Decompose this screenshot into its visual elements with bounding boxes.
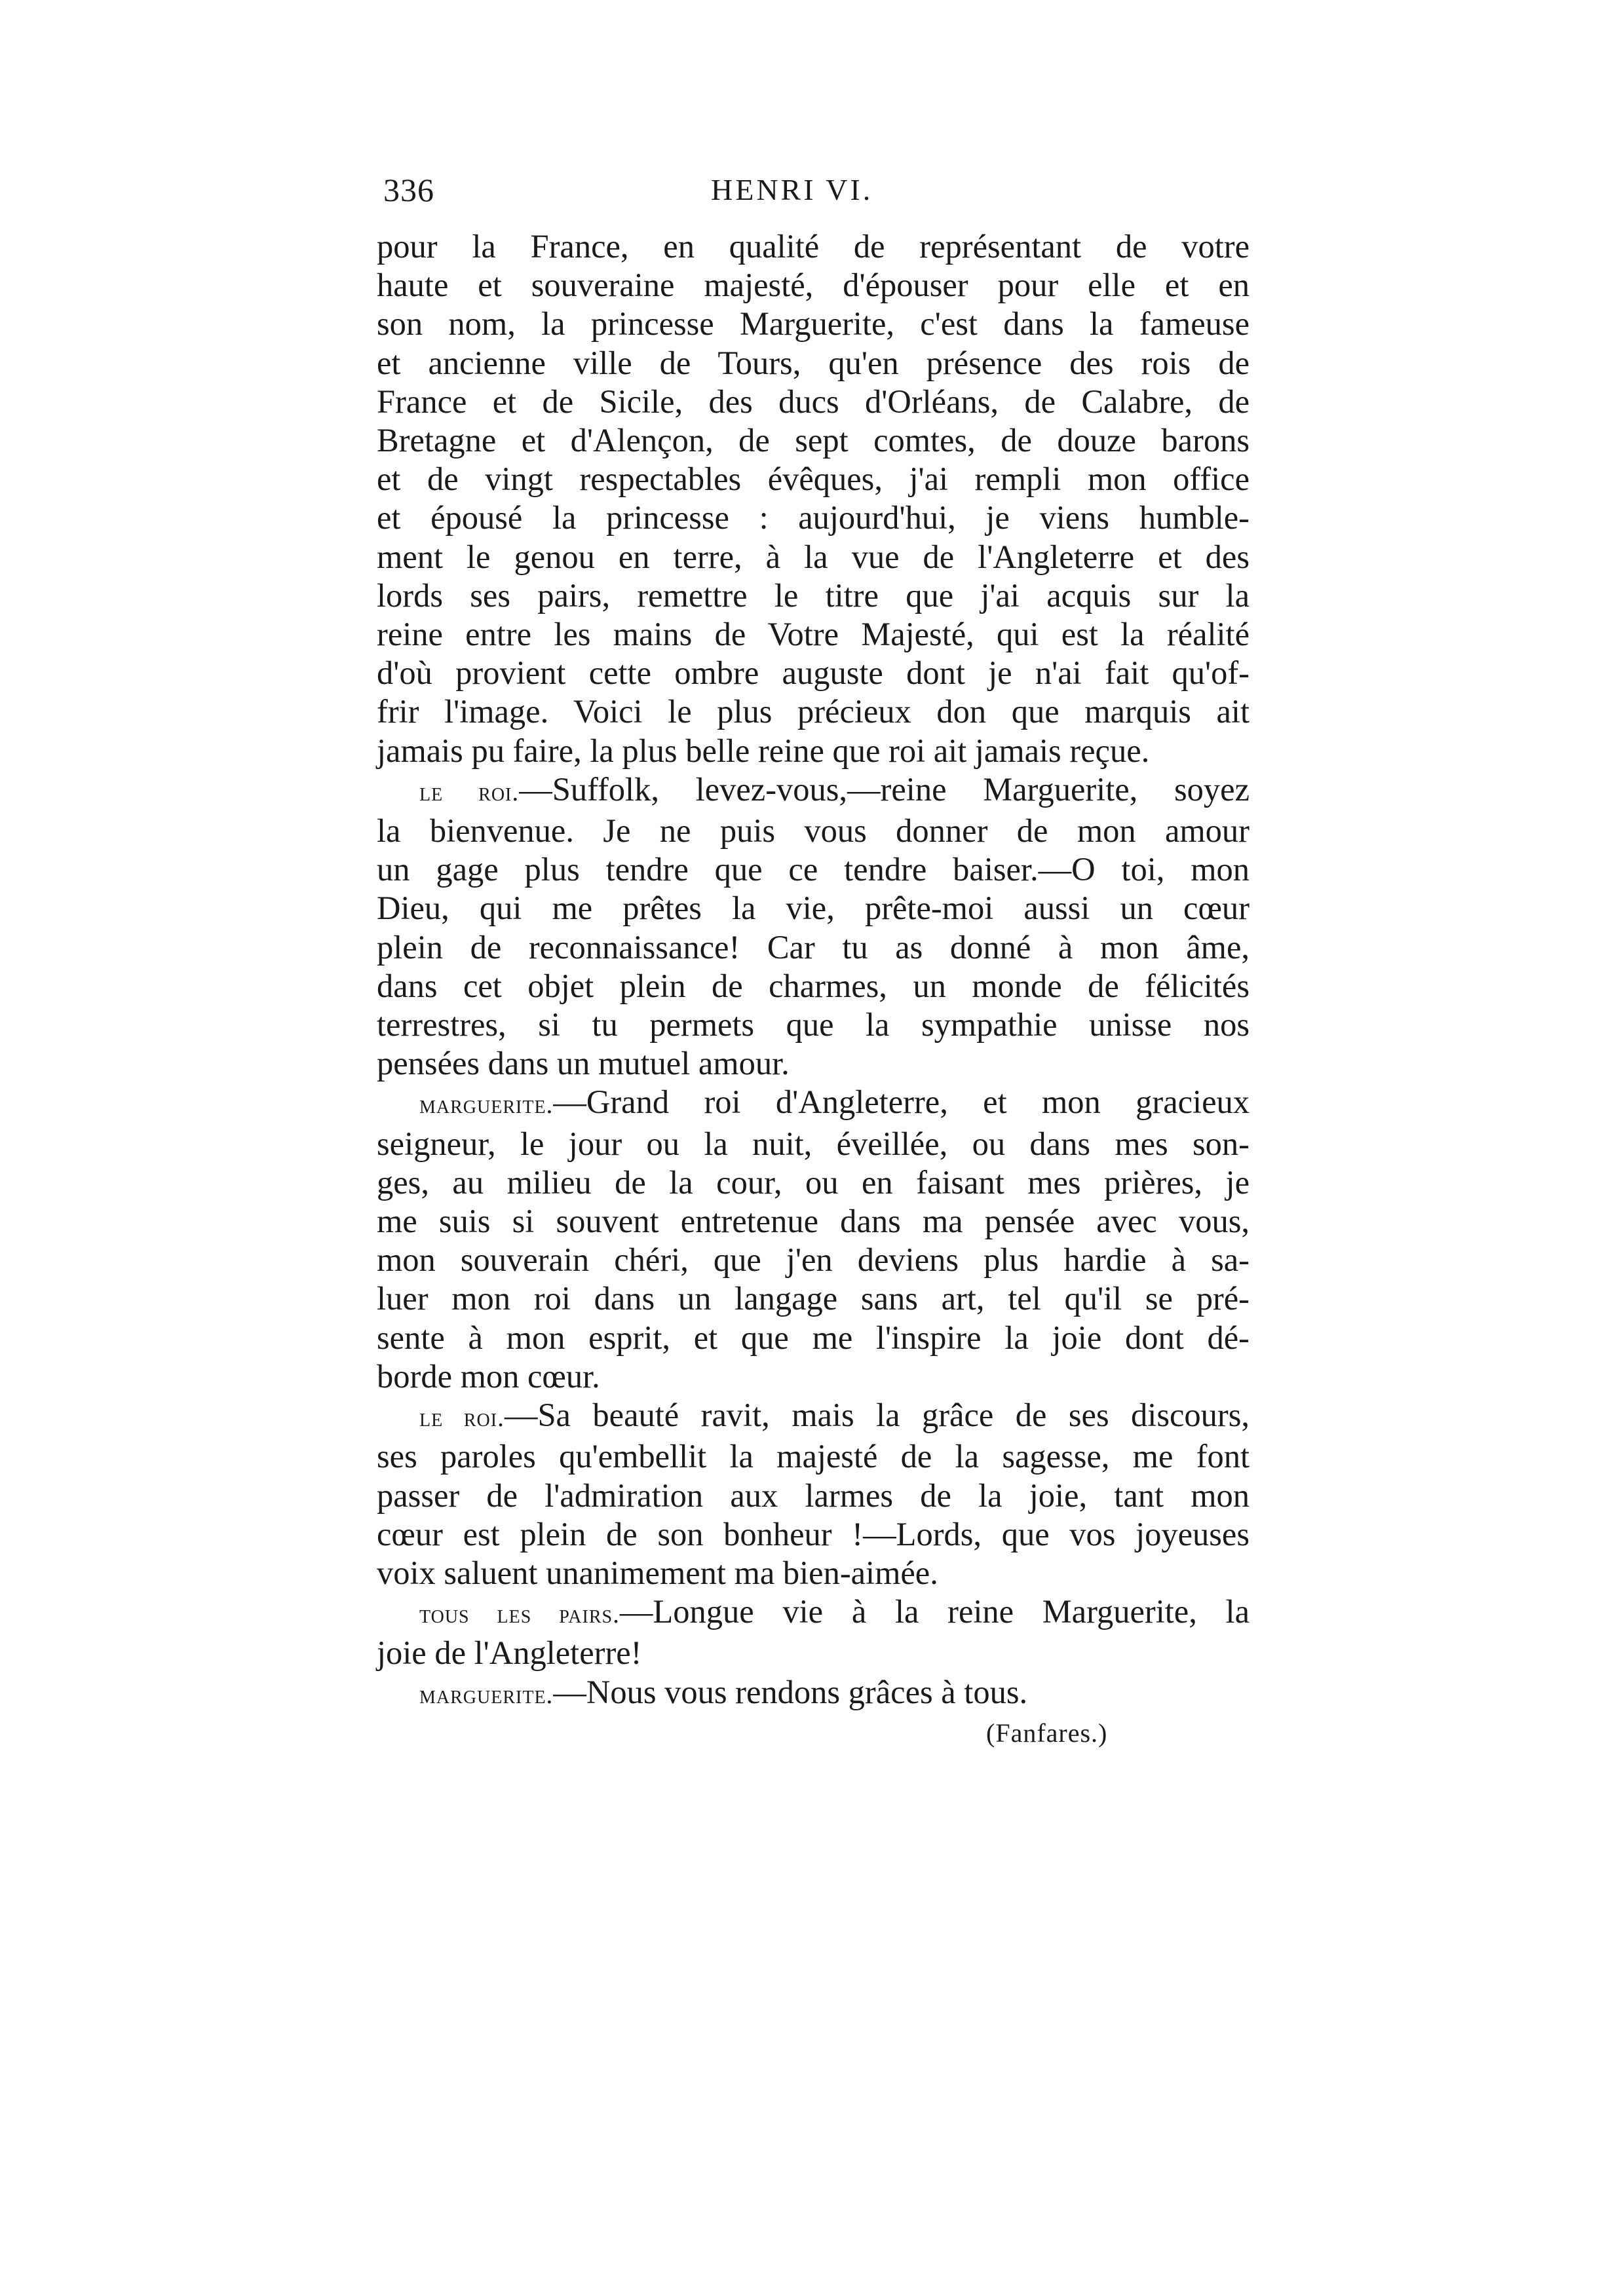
speaker-name: tous les pairs. [419, 1600, 620, 1629]
line-text: reine entre les mains de Votre Majesté, qui est la réalité [377, 616, 1250, 653]
line-text: joie de l'Angleterre! [377, 1634, 642, 1672]
line-text: ses paroles qu'embellit la majesté de la sagesse, me font [377, 1438, 1250, 1475]
text-line [377, 1437, 1250, 1476]
speaker-name: le roi. [419, 1403, 505, 1433]
page-header [377, 167, 1250, 213]
line-text: frir l'image. Voici le plus précieux don que marquis ait [377, 693, 1250, 730]
line-text: un gage plus tendre que ce tendre baiser.—O toi, mon [377, 851, 1250, 888]
line-text: France et de Sicile, des ducs d'Orléans, de Calabre, de [377, 383, 1250, 420]
line-text: dans cet objet plein de charmes, un monde de félicités [377, 967, 1250, 1004]
line-text: Dieu, qui me prêtes la vie, prête-moi aussi un cœur [377, 890, 1250, 927]
line-text: lords ses pairs, remettre le titre que j'ai acquis sur la [377, 576, 1250, 614]
speaker-name: le roi. [419, 777, 520, 806]
text-line [377, 615, 1250, 654]
text-line [377, 538, 1250, 576]
line-text: passer de l'admiration aux larmes de la joie, tant mon [377, 1477, 1250, 1514]
text-line [377, 1083, 1250, 1124]
text-line [377, 576, 1250, 615]
text-line [377, 732, 1250, 770]
line-text: ges, au milieu de la cour, ou en faisant mes prières, je [377, 1163, 1250, 1201]
text-line [377, 1202, 1250, 1241]
text-line [377, 812, 1250, 850]
text-line [377, 692, 1250, 731]
stage-direction: (Fanfares.) [986, 1718, 1108, 1748]
text-line [377, 1554, 1250, 1592]
paragraph [377, 1673, 1250, 1714]
line-text: pensées dans un mutuel amour. [377, 1045, 790, 1082]
text-line [377, 1044, 1250, 1083]
line-text: seigneur, le jour ou la nuit, éveillée, ou dans mes son- [377, 1125, 1250, 1162]
line-text: son nom, la princesse Marguerite, c'est dans la fameuse [377, 305, 1250, 343]
text-line [377, 1477, 1250, 1515]
text-line [377, 1125, 1250, 1163]
body-text [377, 227, 1250, 1714]
line-text: sente à mon esprit, et que me l'inspire la joie dont dé- [377, 1319, 1250, 1356]
text-line [377, 383, 1250, 421]
line-text: terrestres, si tu permets que la sympathie unisse nos [377, 1006, 1250, 1044]
line-text: —Suffolk, levez-vous,—reine Marguerite, soyez [519, 770, 1250, 808]
line-text: plein de reconnaissance! Car tu as donné à mon âme, [377, 928, 1250, 966]
paragraph [377, 770, 1250, 1083]
text-line [377, 928, 1250, 967]
line-text: jamais pu faire, la plus belle reine que roi ait jamais reçue. [377, 732, 1150, 769]
line-text: et de vingt respectables évêques, j'ai rempli mon office [377, 461, 1250, 498]
line-text: —Grand roi d'Angleterre, et mon gracieux [553, 1083, 1250, 1121]
text-line [377, 460, 1250, 499]
text-line [377, 1396, 1250, 1437]
text-line [377, 1279, 1250, 1318]
book-page [377, 167, 1250, 1750]
text-line [377, 1357, 1250, 1396]
speaker-name: marguerite. [419, 1680, 554, 1709]
paragraph [377, 1083, 1250, 1396]
text-line [377, 344, 1250, 383]
line-text: haute et souveraine majesté, d'épouser pour elle et en [377, 267, 1250, 304]
text-line [377, 1634, 1250, 1672]
text-line [377, 967, 1250, 1006]
line-text: voix saluent unanimement ma bien-aimée. [377, 1554, 938, 1591]
line-text: Bretagne et d'Alençon, de sept comtes, de douze barons [377, 422, 1250, 459]
text-line [377, 421, 1250, 460]
text-line [377, 770, 1250, 812]
text-line [377, 1319, 1250, 1357]
line-text: d'où provient cette ombre auguste dont je n'ai fait qu'of- [377, 654, 1250, 692]
text-line [377, 1673, 1250, 1714]
page-number: 336 [383, 172, 434, 208]
line-text: —Sa beauté ravit, mais la grâce de ses discours, [504, 1397, 1250, 1434]
text-line [377, 1006, 1250, 1044]
line-text: cœur est plein de son bonheur !—Lords, que vos joyeuses [377, 1515, 1250, 1553]
line-text: ment le genou en terre, à la vue de l'Angleterre et des [377, 538, 1250, 575]
text-line [377, 1241, 1250, 1279]
speaker-name: marguerite. [419, 1090, 554, 1120]
text-line [377, 1592, 1250, 1634]
line-text: me suis si souvent entretenue dans ma pensée avec vous, [377, 1203, 1250, 1240]
text-line [377, 654, 1250, 692]
line-text: luer mon roi dans un langage sans art, tel qu'il se pré- [377, 1280, 1250, 1317]
paragraph [377, 227, 1250, 770]
paragraph [377, 1396, 1250, 1592]
text-line [377, 850, 1250, 889]
line-text: —Nous vous rendons grâces à tous. [553, 1673, 1028, 1710]
line-text: et épousé la princesse : aujourd'hui, je viens humble- [377, 499, 1250, 536]
line-text: pour la France, en qualité de représentant de votre [377, 228, 1250, 265]
text-line [377, 266, 1250, 305]
line-text: —Longue vie à la reine Marguerite, la [619, 1593, 1250, 1630]
line-text: la bienvenue. Je ne puis vous donner de mon amour [377, 812, 1250, 850]
text-line [377, 1515, 1250, 1554]
line-text: borde mon cœur. [377, 1357, 600, 1395]
text-line [377, 305, 1250, 343]
running-title: HENRI VI. [711, 173, 873, 206]
text-line [377, 227, 1250, 266]
text-line [377, 499, 1250, 537]
text-line [377, 889, 1250, 928]
line-text: et ancienne ville de Tours, qu'en présence des rois de [377, 344, 1250, 381]
text-line [377, 1163, 1250, 1202]
paragraph [377, 1592, 1250, 1672]
line-text: mon souverain chéri, que j'en deviens plus hardie à sa- [377, 1241, 1250, 1279]
